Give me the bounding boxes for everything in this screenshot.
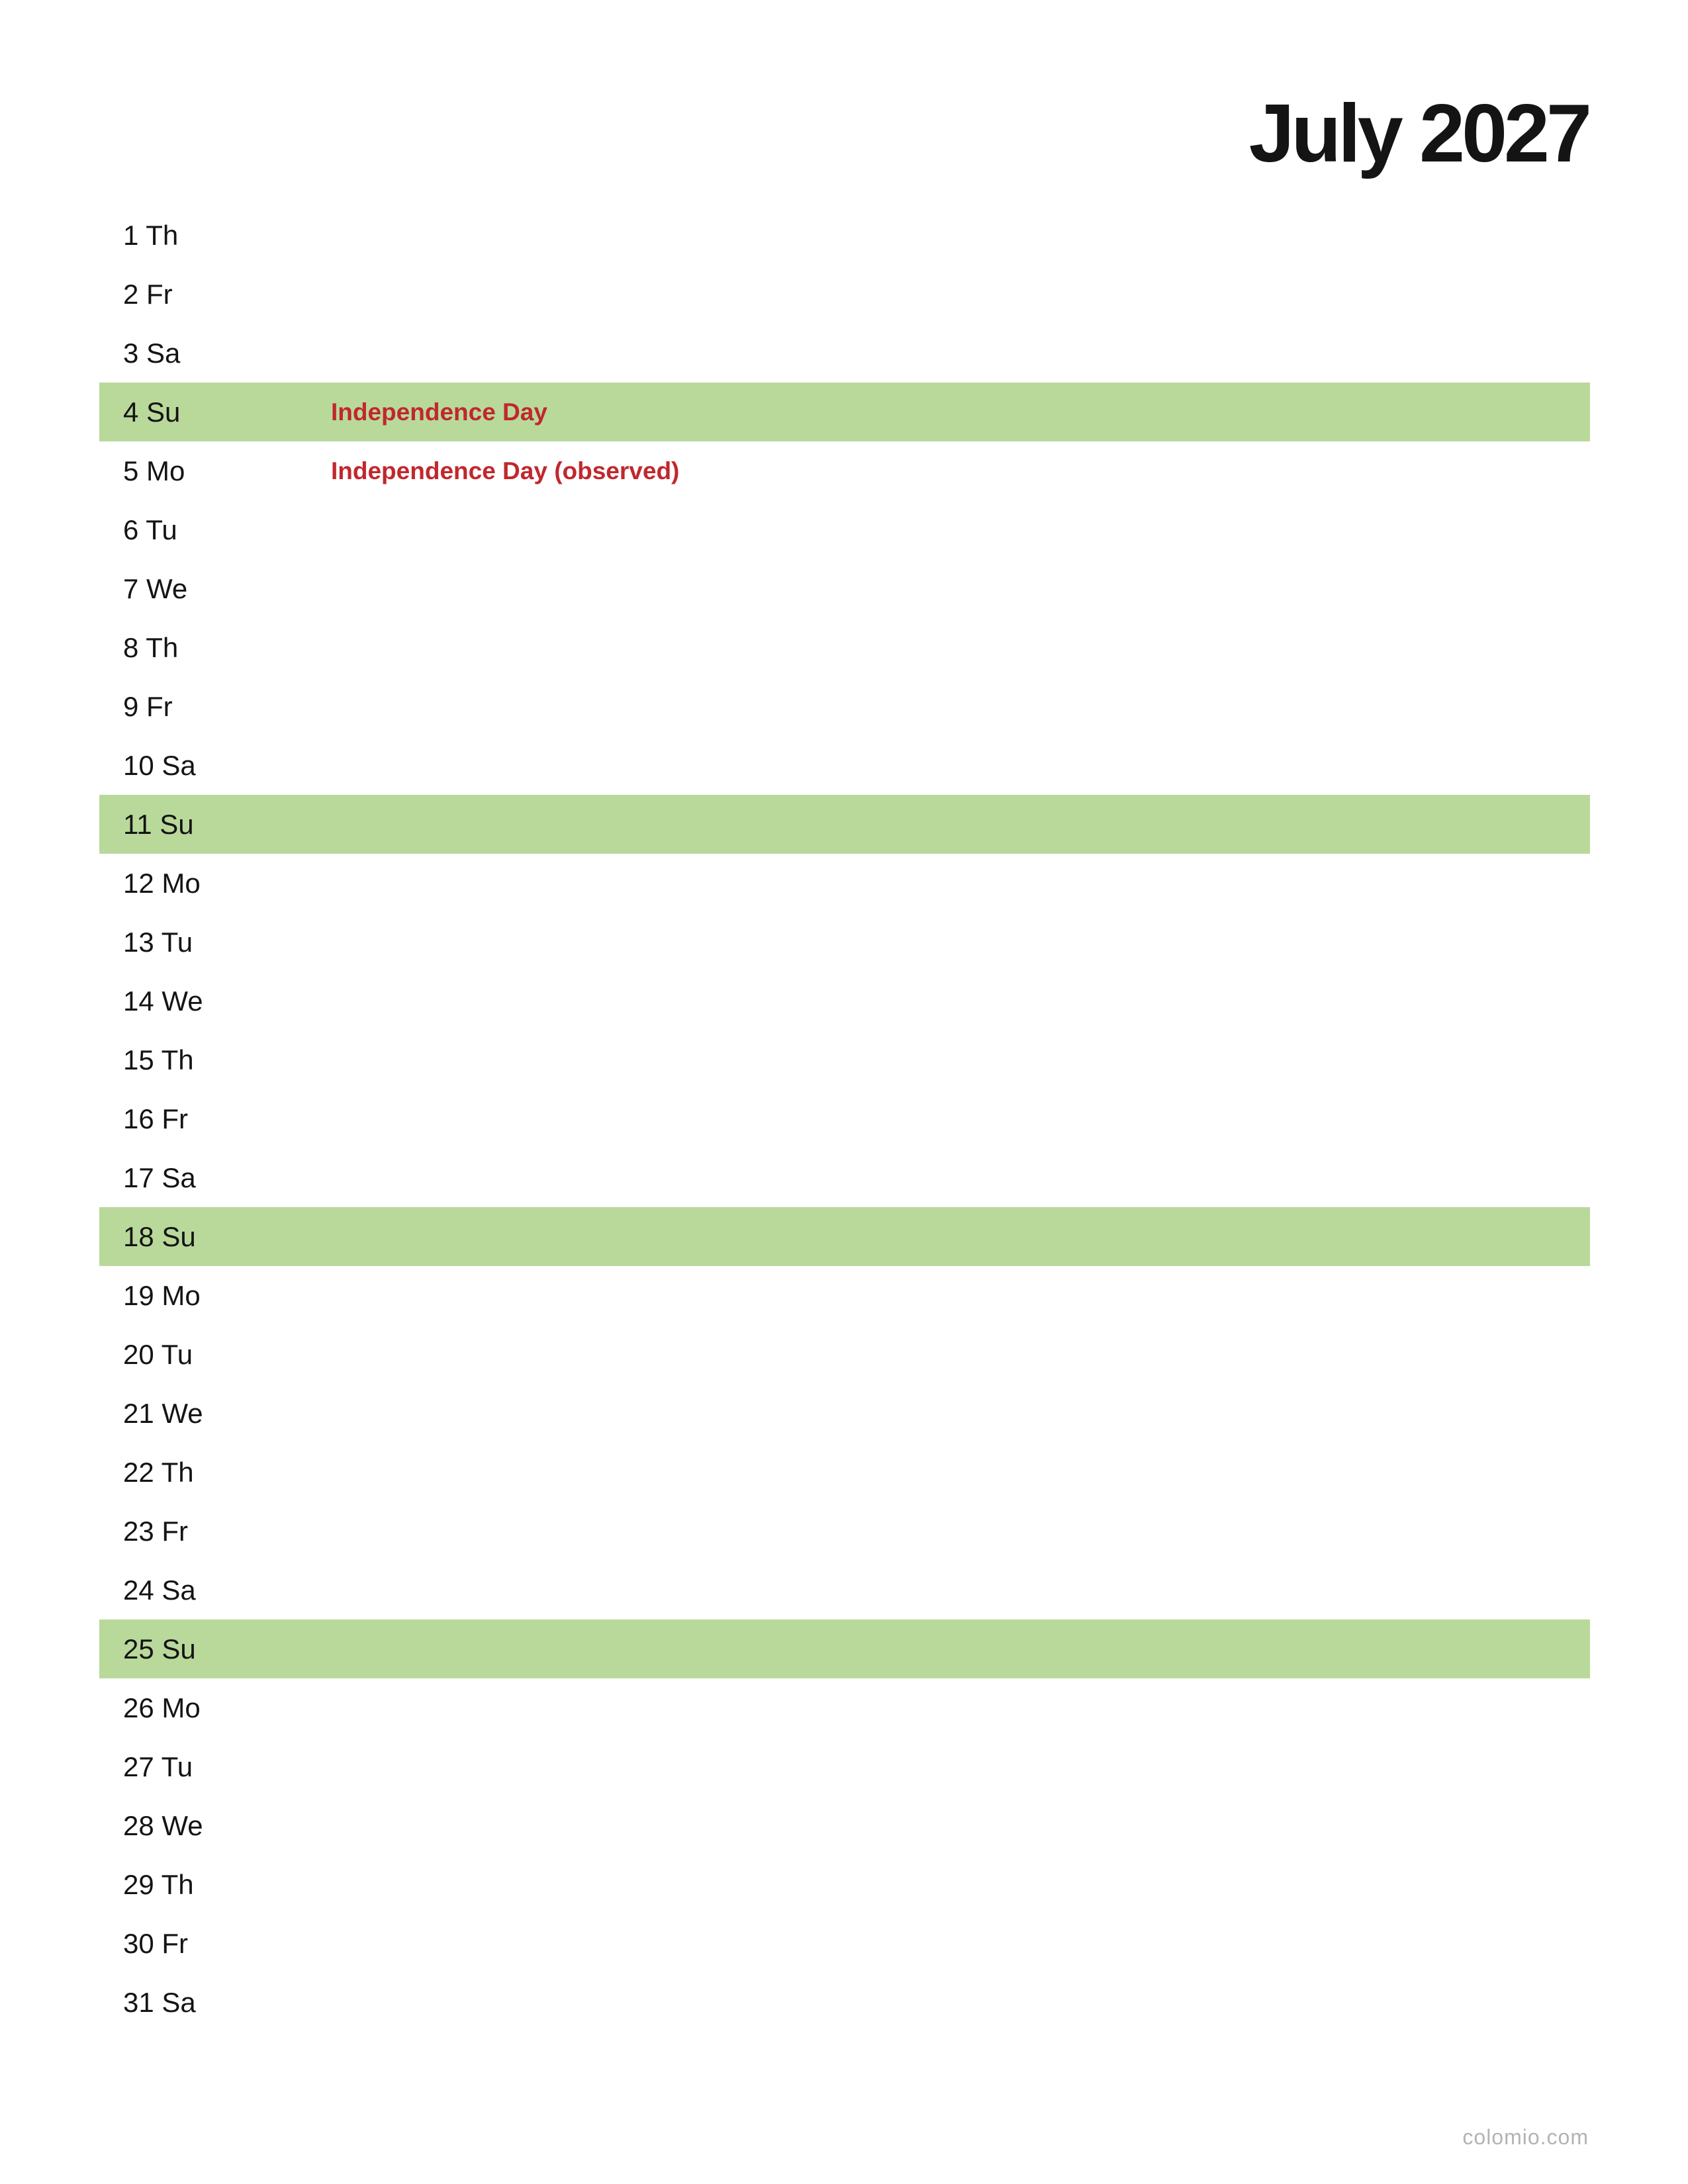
day-label: 8 Th [123, 631, 179, 663]
day-label: 6 Tu [123, 514, 177, 545]
day-row [99, 854, 1590, 913]
day-row [99, 1737, 1590, 1796]
day-row [99, 1678, 1590, 1737]
holiday-label: Independence Day [331, 398, 547, 426]
day-label: 17 Sa [123, 1161, 196, 1193]
day-row [99, 618, 1590, 677]
day-label: 18 Su [123, 1220, 196, 1252]
day-label: 4 Su [123, 396, 181, 428]
day-label: 29 Th [123, 1868, 194, 1900]
day-label: 2 Fr [123, 278, 173, 310]
day-label: 21 We [123, 1397, 203, 1429]
day-label: 12 Mo [123, 867, 201, 899]
day-row [99, 736, 1590, 795]
day-row [99, 1030, 1590, 1089]
day-row [99, 1973, 1590, 2032]
day-label: 15 Th [123, 1044, 194, 1075]
day-label: 27 Tu [123, 1751, 193, 1782]
day-label: 20 Tu [123, 1338, 193, 1370]
day-label: 19 Mo [123, 1279, 201, 1311]
day-row [99, 913, 1590, 972]
day-label: 9 Fr [123, 690, 173, 722]
day-row [99, 324, 1590, 383]
day-label: 13 Tu [123, 926, 193, 958]
day-label: 24 Sa [123, 1574, 196, 1606]
day-label: 5 Mo [123, 455, 185, 486]
holiday-label: Independence Day (observed) [331, 457, 680, 484]
day-row [99, 383, 1590, 441]
day-label: 3 Sa [123, 337, 181, 369]
day-row [99, 441, 1590, 500]
day-label: 16 Fr [123, 1103, 189, 1134]
day-list [99, 206, 1590, 2032]
day-row [99, 795, 1590, 854]
day-row [99, 1148, 1590, 1207]
day-row [99, 1266, 1590, 1325]
day-label: 28 We [123, 1809, 203, 1841]
day-row [99, 500, 1590, 559]
day-label: 31 Sa [123, 1986, 196, 2018]
day-row [99, 1325, 1590, 1384]
day-row [99, 206, 1590, 265]
day-label: 14 We [123, 985, 203, 1017]
day-row [99, 1502, 1590, 1561]
day-label: 26 Mo [123, 1692, 201, 1723]
day-label: 22 Th [123, 1456, 194, 1488]
day-row [99, 265, 1590, 324]
day-row [99, 1855, 1590, 1914]
day-row [99, 1619, 1590, 1678]
day-row [99, 1914, 1590, 1973]
page-title: July 2027 [1248, 88, 1589, 179]
day-label: 25 Su [123, 1633, 196, 1664]
day-label: 1 Th [123, 219, 179, 251]
day-row [99, 972, 1590, 1030]
day-label: 30 Fr [123, 1927, 189, 1959]
day-row [99, 559, 1590, 618]
day-row [99, 1384, 1590, 1443]
day-row [99, 1561, 1590, 1619]
day-row [99, 677, 1590, 736]
day-row [99, 1089, 1590, 1148]
day-label: 11 Su [123, 808, 194, 840]
day-label: 7 We [123, 572, 188, 604]
day-row [99, 1443, 1590, 1502]
day-row [99, 1207, 1590, 1266]
footer-credit: colomio.com [1462, 2125, 1589, 2149]
day-row [99, 1796, 1590, 1855]
day-label: 10 Sa [123, 749, 196, 781]
day-label: 23 Fr [123, 1515, 189, 1547]
